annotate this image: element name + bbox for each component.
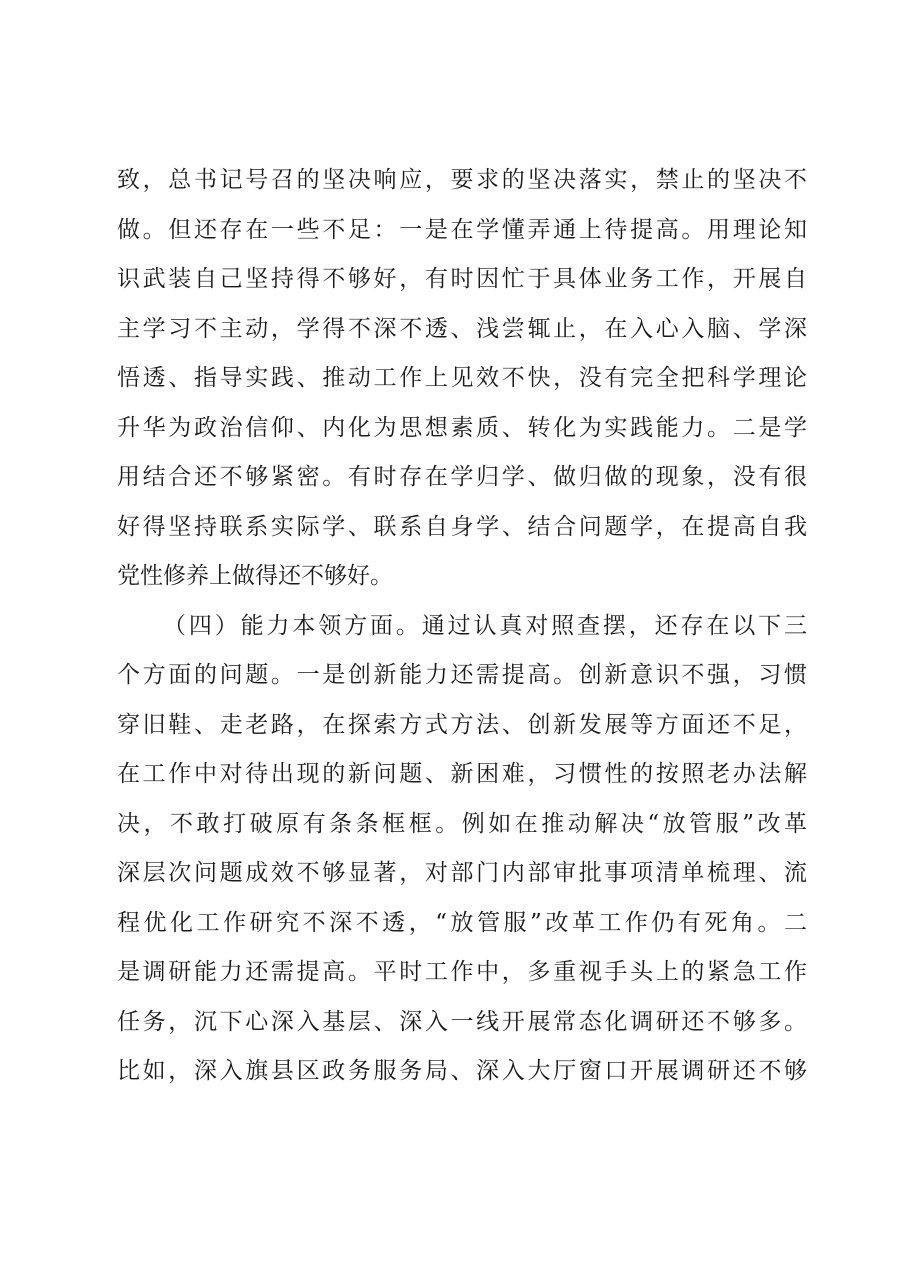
text-line: 任务，沉下心深入基层、深入一线开展常态化调研还不够多。 <box>117 1008 807 1035</box>
text-line: 程优化工作研究不深不透，“放管服”改革工作仍有死角。二 <box>117 909 807 936</box>
text-line: 深层次问题成效不够显著，对部门内部审批事项清单梳理、流 <box>117 860 807 886</box>
text-line: 识武装自己坚持得不够好，有时因忙于具体业务工作，开展自 <box>117 266 807 292</box>
text-line: 升华为政治信仰、内化为思想素质、转化为实践能力。二是学 <box>117 414 807 441</box>
text-line: 致，总书记号召的坚决响应，要求的坚决落实，禁止的坚决不 <box>117 167 807 193</box>
text-line: 穿旧鞋、走老路，在探索方式方法、创新发展等方面还不足， <box>117 711 807 738</box>
document-body <box>117 156 807 1097</box>
text-line: 在工作中对待出现的新问题、新困难，习惯性的按照老办法解 <box>117 761 807 787</box>
text-line: 个方面的问题。一是创新能力还需提高。创新意识不强，习惯 <box>117 662 807 688</box>
text-line: 是调研能力还需提高。平时工作中，多重视手头上的紧急工作 <box>117 959 807 985</box>
text-line: 用结合还不够紧密。有时存在学归学、做归做的现象，没有很 <box>117 464 807 490</box>
text-line: 悟透、指导实践、推动工作上见效不快，没有完全把科学理论 <box>117 365 807 391</box>
paragraph <box>117 602 807 1097</box>
text-line: 主学习不主动，学得不深不透、浅尝辄止，在入心入脑、学深 <box>117 315 807 342</box>
paragraph <box>117 156 807 602</box>
text-line: 党性修养上做得还不够好。 <box>117 563 393 589</box>
text-line: 比如，深入旗县区政务服务局、深入大厅窗口开展调研还不够 <box>117 1058 807 1084</box>
text-line: 决，不敢打破原有条条框框。例如在推动解决“放管服”改革 <box>117 810 807 837</box>
section-heading-line: （四）能力本领方面。通过认真对照查摆，还存在以下三 <box>163 612 807 639</box>
text-line: 做。但还存在一些不足：一是在学懂弄通上待提高。用理论知 <box>117 216 807 243</box>
text-line: 好得坚持联系实际学、联系自身学、结合问题学，在提高自我 <box>117 513 807 540</box>
